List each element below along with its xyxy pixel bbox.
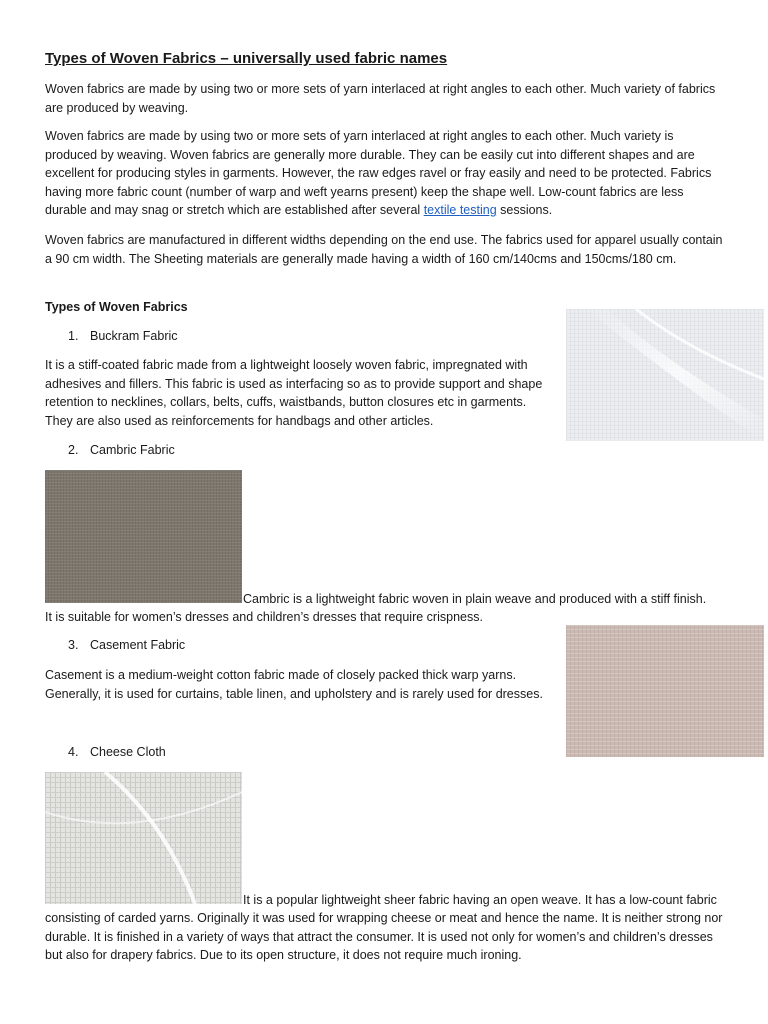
list-item-buckram xyxy=(68,327,178,345)
cheese-cloth-image xyxy=(45,772,242,904)
section-heading: Types of Woven Fabrics xyxy=(45,300,188,314)
list-number: 1. xyxy=(68,329,79,343)
list-item-cambric xyxy=(68,441,175,459)
cambric-description-rest: It is suitable for women’s dresses and children’s dresses that require crispness. xyxy=(45,610,483,624)
casement-fabric-image xyxy=(566,625,764,757)
buckram-description: It is a stiff-coated fabric made from a lightweight loosely woven fabric, impregnated with adhesives and fillers. This fabric is used as interfacing so as to provide support and shape retention to necklines, collars, belts, cuffs, waistbands, button closures etc in garments. They are also used as reinforcements for handbags and other articles. xyxy=(45,358,543,428)
list-number: 3. xyxy=(68,638,79,652)
list-number: 4. xyxy=(68,745,79,759)
casement-description: Casement is a medium-weight cotton fabric made of closely packed thick warp yarns. Generally, it is used for curtains, table linen, and upholstery and is rarely used for dresses. xyxy=(45,668,543,701)
intro-paragraph-2-tail: sessions. xyxy=(496,203,553,217)
cheese-cloth-description-first: It is a popular lightweight sheer fabric having an open weave. It has a low-count fabric xyxy=(243,893,717,907)
list-item-label: Cambric Fabric xyxy=(90,443,175,457)
intro-paragraph-2-text: Woven fabrics are made by using two or more sets of yarn interlaced at right angles to each other. Much variety is produced by weaving. Woven fabrics are generally more durable. They can be easily cut into different shapes and are excellent for producing styles in garments. However, the raw edges ravel or fray easily and need to be protected. Fabrics having more fabric count (number of warp and weft yearns present) keep the shape well. Low-count fabrics are less durable and may snag or stretch which are established after several xyxy=(45,129,712,217)
cambric-fabric-image xyxy=(45,470,242,603)
page-title: Types of Woven Fabrics – universally used fabric names xyxy=(45,50,448,67)
intro-paragraph-2 xyxy=(45,127,725,220)
intro-paragraph-3: Woven fabrics are manufactured in different widths depending on the end use. The fabrics used for apparel usually contain a 90 cm width. The Sheeting materials are generally made having a width of 160 cm/140cms and 150cms/180 cm. xyxy=(45,233,723,266)
buckram-fabric-image xyxy=(566,309,764,441)
list-item-label: Casement Fabric xyxy=(90,638,186,652)
cambric-description-first: Cambric is a lightweight fabric woven in plain weave and produced with a stiff finish. xyxy=(243,592,707,606)
textile-testing-link[interactable]: textile testing xyxy=(423,203,497,217)
intro-paragraph-1: Woven fabrics are made by using two or more sets of yarn interlaced at right angles to each other. Much variety of fabrics are produced by weaving. xyxy=(45,82,716,115)
list-item-cheese-cloth xyxy=(68,743,166,761)
cheese-cloth-description-rest: consisting of carded yarns. Originally it was used for wrapping cheese or meat and hence the name. It is neither strong nor durable. It is finished in a variety of ways that attract the consumer. It is used not only for women’s and children’s dresses but also for drapery fabrics. Due to its open structure, it does not require much ironing. xyxy=(45,911,723,962)
list-item-casement xyxy=(68,636,185,654)
list-number: 2. xyxy=(68,443,79,457)
list-item-label: Cheese Cloth xyxy=(90,745,166,759)
list-item-label: Buckram Fabric xyxy=(90,329,178,343)
